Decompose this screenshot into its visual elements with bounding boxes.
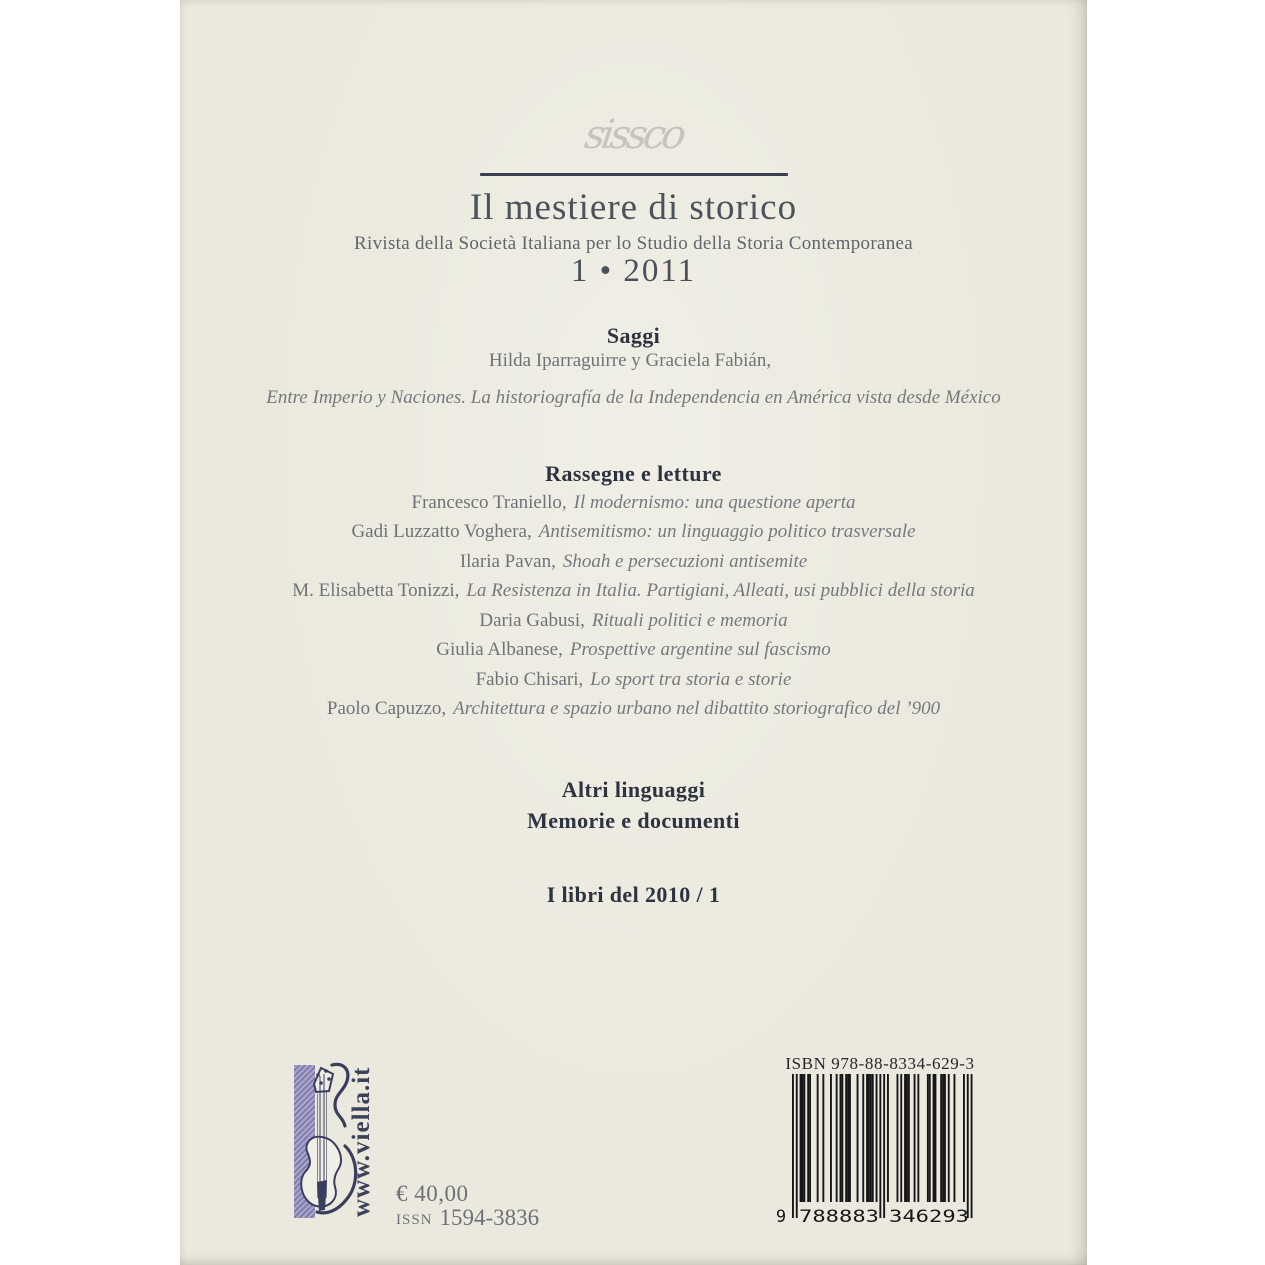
journal-title: Il mestiere di storico bbox=[469, 187, 798, 228]
price-label: € 40,00 bbox=[396, 1181, 469, 1206]
toc-work-title: Rituali politici e memoria bbox=[591, 610, 788, 631]
ean-barcode bbox=[772, 1074, 973, 1226]
section-heading-libri-2010: I libri del 2010 / 1 bbox=[546, 882, 721, 907]
sissco-logo: sissco bbox=[581, 112, 686, 158]
book-back-cover bbox=[180, 0, 1087, 1265]
toc-author: Paolo Capuzzo, bbox=[326, 698, 447, 719]
issn-value: 1594-3836 bbox=[439, 1205, 540, 1230]
svg-text:9: 9 bbox=[775, 1207, 787, 1226]
svg-text:346293: 346293 bbox=[889, 1207, 969, 1226]
toc-work-title: Il modernismo: una questione aperta bbox=[573, 492, 856, 513]
issn-label: ISSN bbox=[396, 1212, 433, 1228]
toc-work-title: Shoah e persecuzioni antisemite bbox=[562, 551, 808, 572]
toc-work-title: Lo sport tra storia e storie bbox=[590, 669, 792, 690]
section-heading-saggi: Saggi bbox=[606, 323, 661, 348]
toc-entry bbox=[180, 551, 1087, 573]
toc-author: Fabio Chisari, bbox=[475, 669, 584, 690]
toc-entry bbox=[180, 492, 1087, 514]
toc-author: Francesco Traniello, bbox=[411, 492, 567, 513]
section-heading-altri-linguaggi: Altri linguaggi bbox=[561, 777, 706, 802]
toc-author: Hilda Iparraguirre y Graciela Fabián, bbox=[488, 350, 772, 371]
toc-author: Giulia Albanese, bbox=[436, 639, 563, 660]
toc-author: Daria Gabusi, bbox=[479, 610, 585, 631]
toc-author: Ilaria Pavan, bbox=[459, 551, 556, 572]
toc-entry bbox=[180, 580, 1087, 602]
toc-work-title: La Resistenza in Italia. Partigiani, Alleati, usi pubblici della storia bbox=[466, 580, 975, 601]
section-heading-rassegne: Rassegne e letture bbox=[545, 461, 722, 486]
isbn-label: ISBN 978-88-8334-629-3 bbox=[785, 1054, 975, 1073]
toc-work-title: Prospettive argentine sul fascismo bbox=[569, 639, 831, 660]
toc-entry bbox=[180, 669, 1087, 691]
toc-entry bbox=[180, 698, 1087, 720]
toc-author: M. Elisabetta Tonizzi, bbox=[292, 580, 460, 601]
toc-author: Gadi Luzzatto Voghera, bbox=[351, 521, 532, 542]
journal-subtitle: Rivista della Società Italiana per lo Studio della Storia Contemporanea bbox=[354, 233, 913, 254]
toc-entry bbox=[180, 639, 1087, 661]
toc-work-title: Antisemitismo: un linguaggio politico trasversale bbox=[538, 521, 916, 542]
toc-entry bbox=[180, 521, 1087, 543]
toc-work-title: Architettura e spazio urbano nel dibattito storiografico del ’900 bbox=[453, 698, 941, 719]
toc-entry bbox=[180, 350, 1087, 372]
toc-entry bbox=[180, 387, 1087, 409]
section-heading-memorie-documenti: Memorie e documenti bbox=[527, 808, 740, 833]
toc-work-title: Entre Imperio y Naciones. La historiografía de la Independencia en América vista desde México bbox=[266, 387, 1001, 408]
issue-number: 1 • 2011 bbox=[570, 253, 697, 289]
issn-line bbox=[396, 1205, 539, 1231]
masthead-rule bbox=[480, 173, 788, 176]
publisher-website: www.viella.it bbox=[348, 1066, 375, 1218]
toc-entry bbox=[180, 610, 1087, 632]
svg-text:788883: 788883 bbox=[799, 1207, 879, 1226]
